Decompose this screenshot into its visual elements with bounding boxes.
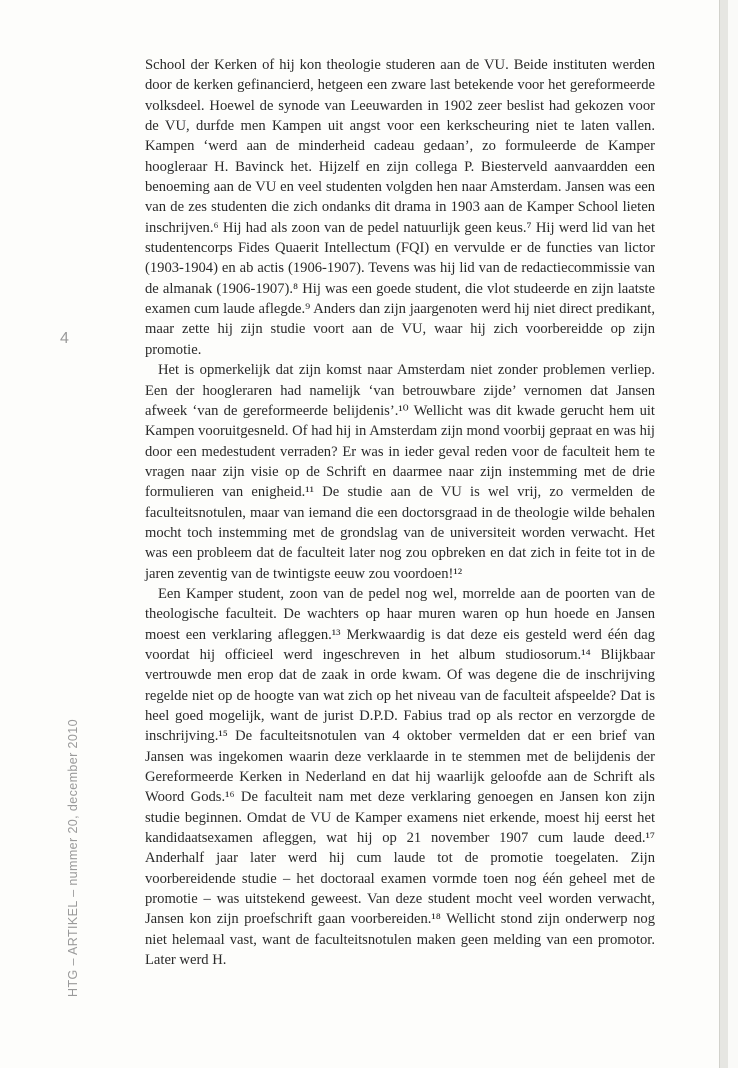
- paragraph: School der Kerken of hij kon theologie studeren aan de VU. Beide instituten werden door de kerken gefinancierd, hetgeen een zware last betekende voor het gereformeerde volksdeel. Hoewel de synode van Leeuwarden in 1902 zeer beslist had gekozen voor de VU, durfde men Kampen uit angst voor een kerkscheuring niet te laten vallen. Kampen ‘werd aan de minderheid cadeau gedaan’, zo formuleerde de Kamper hoogleraar H. Bavinck het. Hijzelf en zijn collega P. Biesterveld aanvaardden een benoeming aan de VU en veel studenten volgden hen naar Amsterdam. Jansen was een van de zes studenten die zich ondanks dit drama in 1903 aan de Kamper School lieten inschrijven.⁶ Hij had als zoon van de pedel natuurlijk geen keus.⁷ Hij werd lid van het studentencorps Fides Quaerit Intellectum (FQI) en vervulde er de functies van lictor (1903-1904) en ab actis (1906-1907). Tevens was hij lid van de redactiecommissie van de almanak (1906-1907).⁸ Hij was een goede student, die vlot studeerde en zijn laatste examen cum laude aflegde.⁹ Anders dan zijn jaargenoten werd hij niet direct predikant, maar zette hij zijn studie voort aan de VU, waar hij zich voorbereidde op zijn promotie.: [145, 57, 655, 358]
- running-head: HTG – ARTIKEL – nummer 20, december 2010: [66, 719, 80, 997]
- page-edge: [719, 0, 728, 1068]
- article-body: [145, 55, 655, 970]
- page-number: 4: [60, 330, 69, 347]
- paragraph: Het is opmerkelijk dat zijn komst naar Amsterdam niet zonder problemen verliep. Een der hoogleraren had namelijk ‘van betrouwbare zijde’ vernomen dat Jansen afweek ‘van de gereformeerde belijdenis’.¹⁰ Wellicht was dit kwade gerucht hem uit Kampen vooruitgesneld. Of had hij in Amsterdam zijn mond voorbij gepraat en was hij door een medestudent verraden? Er was in ieder geval reden voor de faculteit hem te vragen naar zijn visie op de Schrift en daarmee naar zijn instemming met de drie formulieren van enigheid.¹¹ De studie aan de VU is wel vrij, zo vermelden de faculteitsnotulen, maar van iemand die een doctorsgraad in de theologie wilde behalen mocht toch instemming met de grondslag van de universiteit worden verwacht. Het was een probleem dat de faculteit later nog zou opbreken en dat zich in feite tot in de jaren zeventig van de twintigste eeuw zou voordoen!¹²: [145, 362, 655, 582]
- paragraph: Een Kamper student, zoon van de pedel nog wel, morrelde aan de poorten van de theologische faculteit. De wachters op haar muren waren op hun hoede en Jansen moest een verklaring afleggen.¹³ Merkwaardig is dat deze eis gesteld werd één dag voordat hij officieel werd ingeschreven in het album studiosorum.¹⁴ Blijkbaar vertrouwde men erop dat de zaak in orde kwam. Of was degene die de inschrijving regelde niet op de hoogte van wat zich op het niveau van de faculteit afspeelde? Dat is heel goed mogelijk, want de jurist D.P.D. Fabius trad op als rector en verzorgde de inschrijving.¹⁵ De faculteitsnotulen van 4 oktober vermelden dat er een brief van Jansen was ingekomen waarin deze verklaarde in te stemmen met de belijdenis der Gereformeerde Kerken in Nederland en dat hij waarlijk geloofde aan de Schrift als Woord Gods.¹⁶ De faculteit nam met deze verklaring genoegen en Jansen kon zijn studie beginnen. Omdat de VU de Kamper examens niet erkende, moest hij eerst het kandidaatsexamen afleggen, wat hij op 21 november 1907 cum laude deed.¹⁷ Anderhalf jaar later werd hij cum laude tot de promotie toegelaten. Zijn voorbereidende studie – het doctoraal examen vormde toen nog één geheel met de promotie – was uitstekend geweest. Van deze student mocht veel worden verwacht, Jansen kon zijn proefschrift gaan voorbereiden.¹⁸ Wellicht stond zijn onderwerp nog niet helemaal vast, want de faculteitsnotulen maken geen melding van een promotor. Later werd H.: [145, 585, 655, 969]
